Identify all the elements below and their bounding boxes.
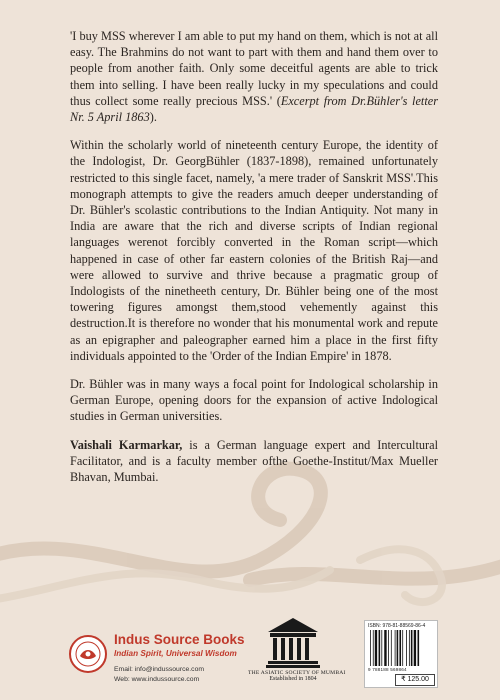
price-tag: ₹ 125.00 — [395, 674, 435, 686]
publisher-tagline: Indian Spirit, Universal Wisdom — [114, 649, 237, 658]
barcode-digits: 9 788188 569864 — [368, 667, 407, 672]
barcode-icon — [369, 630, 433, 666]
scholarship-paragraph: Dr. Bühler was in many ways a focal point for Indological scholarship in German Europe, opening doors for the expansion of active Indological studies in German universities. — [70, 377, 438, 424]
publisher-block — [68, 628, 245, 698]
author-paragraph — [70, 437, 438, 486]
publisher-email: Email: info@indussource.com — [114, 666, 205, 673]
back-cover-blurb — [70, 28, 438, 497]
society-name: THE ASIATIC SOCIETY OF MUMBAI — [248, 670, 346, 676]
quote-end: ). — [149, 110, 157, 125]
quote-text: 'I buy MSS wherever I am able to put my hand on them, which is not at all easy. The Brahmins do not want to part with them and hand them over to people from another faith. Only some deceitful agents are able to trick them into selling. I have been really lucky in my speculations and could thus collect some really precious MSS.' ( — [70, 29, 438, 108]
author-name: Vaishali Karmarkar, — [70, 437, 183, 452]
isbn-label: ISBN: 978-81-88569-86-4 — [368, 623, 426, 629]
quote-citation: Excerpt from Dr.Bühler's letter Nr. 5 April 1863 — [70, 93, 438, 125]
quote-paragraph — [70, 28, 438, 125]
cover-footer — [0, 598, 500, 700]
author-bio: is a German language expert and Intercultural Facilitator, and is a faculty member ofthe Goethe-Institut/Max Mueller Bhavan, Mumbai. — [70, 437, 438, 485]
barcode-block — [364, 620, 438, 688]
publisher-name: Indus Source Books — [114, 632, 245, 647]
publisher-web: Web: www.indussource.com — [114, 676, 200, 683]
description-paragraph: Within the scholarly world of nineteenth century Europe, the identity of the Indologist, Dr. GeorgBühler (1837-1898), remained unfortunately restricted to this single facet, namely, 'a mere trader of Sanskrit MSS'.This monograph attempts to give the readers amuch deeper understanding of Dr. Bühler's scolastic contributions to the Indian Antiquity. Not many in India are aware that the rich and diverse scripts of Indian regional languages werenot forcibly converted in the Roman script—which happened in case of other far eastern colonies of the British Raj—and were allowed to survive and thrive because a pragmatic group of Indologists of the ninetheeth century, Dr. Bühler being one of the most towering figures amongst them,stood vehemently against this destruction.It is therefore no wonder that his monumental work and repute as an epigrapher and paleographer earned him a place in the first fifty individuals appointed to the 'Order of the Indian Empire' in 1878. — [70, 138, 438, 363]
asiatic-society-block — [248, 616, 346, 696]
indus-source-seal-icon — [68, 634, 108, 674]
temple-facade-icon — [266, 616, 320, 668]
society-established: Established in 1804 — [269, 676, 317, 682]
